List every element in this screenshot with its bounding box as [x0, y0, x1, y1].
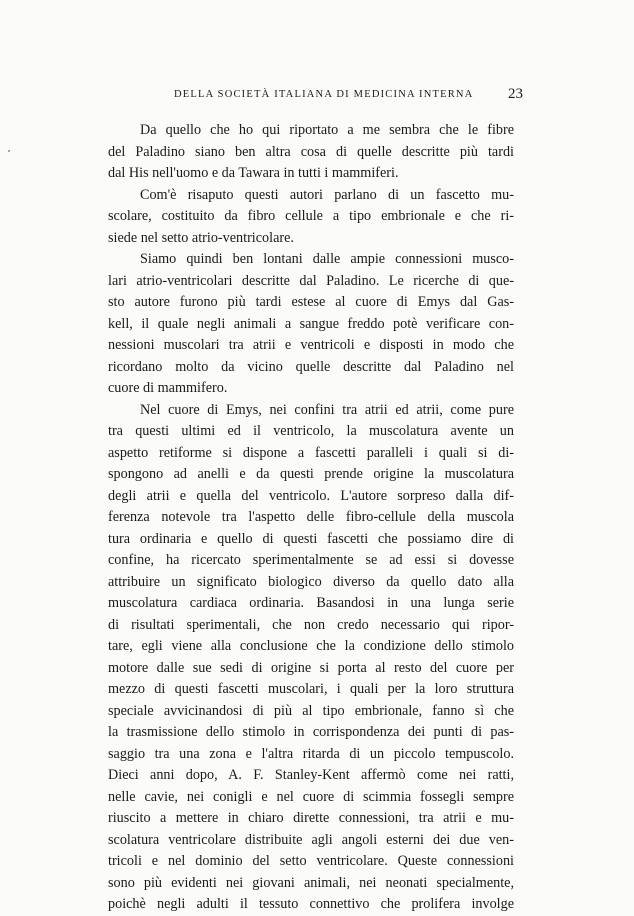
- text-line: nelle cavie, nei conigli e nel cuore di scimmia fossegli sempre: [108, 788, 514, 805]
- text-line: ricordano molto da vicino quelle descritte dal Paladino nel: [108, 358, 514, 375]
- text-line: siede nel setto atrio-ventricolare.: [108, 229, 294, 246]
- text-line: scolatura ventricolare distribuite agli angoli esterni dei due ven-: [108, 831, 514, 848]
- text-line: lari atrio-ventricolari descritte dal Paladino. Le ricerche di que-: [108, 272, 514, 289]
- text-line: Siamo quindi ben lontani dalle ampie connessioni musco-: [140, 251, 514, 267]
- text-line: speciale avvicinandosi di più al tipo embrionale, fanno sì che: [108, 702, 514, 719]
- text-line: nessioni muscolari tra atrii e ventricoli e disposti in modo che: [108, 337, 514, 353]
- text-line: tura ordinaria e quello di questi fascetti che possiamo dire di: [108, 530, 514, 547]
- text-line: poichè negli adulti il tessuto connettivo che prolifera involge: [108, 896, 514, 912]
- text-line: saggio tra una zona e l'altra ritarda di un piccolo tempuscolo.: [108, 745, 514, 762]
- text-line: sto autore furono più tardi estese al cuore di Emys dal Gas-: [108, 294, 514, 310]
- text-line: Da quello che ho qui riportato a me sembra che le fibre: [140, 122, 514, 138]
- text-line: confine, ha ricercato sperimentalmente se ad essi si dovesse: [108, 552, 514, 568]
- text-line: dal His nell'uomo e da Tawara in tutti i mammiferi.: [108, 165, 399, 181]
- text-line: aspetto retiforme si dispone a fascetti paralleli i quali si di-: [108, 444, 514, 461]
- text-line: muscolatura cardiaca ordinaria. Basandosi in una lunga serie: [108, 595, 514, 611]
- text-line: sono più evidenti nei giovani animali, nei neonati specialmente,: [108, 874, 514, 891]
- text-line: riuscito a mettere in chiaro dirette connessioni, tra atrii e mu-: [108, 810, 514, 826]
- text-line: Nel cuore di Emys, nei confini tra atrii ed atrii, come pure: [140, 401, 514, 418]
- text-line: Com'è risaputo questi autori parlano di un fascetto mu-: [140, 186, 514, 203]
- text-line: kell, il quale negli animali a sangue freddo potè verificare con-: [108, 315, 514, 332]
- page-number: 23: [508, 86, 523, 102]
- text-line: mezzo di questi fascetti muscolari, i quali per la loro struttura: [108, 681, 514, 697]
- text-line: tricoli e nel dominio del setto ventricolare. Queste connessioni: [108, 853, 514, 869]
- text-line: spongono ad anelli e da questi prende origine la muscolatura: [108, 466, 514, 482]
- text-line: scolare, costituito da fibro cellule a tipo embrionale e che ri-: [108, 208, 514, 224]
- text-line: ferenza notevole tra l'aspetto delle fibro-cellule della muscola: [108, 509, 514, 525]
- text-line: di risultati sperimentali, che non credo necessario qui ripor-: [108, 616, 514, 633]
- text-line: tra questi ultimi ed il ventricolo, la muscolatura avente un: [108, 423, 514, 439]
- text-line: motore dalle sue sedi di origine si porta al resto del cuore per: [108, 659, 514, 676]
- text-line: del Paladino siano ben altra cosa di quelle descritte più tardi: [108, 143, 514, 160]
- scan-speck: [8, 150, 10, 152]
- text-line: attribuire un significato biologico diverso da quello dato alla: [108, 573, 514, 590]
- running-header: DELLA SOCIETÀ ITALIANA DI MEDICINA INTERNA: [174, 89, 474, 100]
- text-line: cuore di mammifero.: [108, 380, 228, 396]
- text-line: Dieci anni dopo, A. F. Stanley-Kent affermò come nei ratti,: [108, 767, 514, 783]
- text-line: degli atrii e quella del ventricolo. L'autore sorpreso dalla dif-: [108, 487, 514, 504]
- text-line: tare, egli viene alla conclusione che la condizione dello stimolo: [108, 638, 514, 654]
- body-text: [108, 120, 514, 912]
- text-line: la trasmissione dello stimolo in corrispondenza dei punti di pas-: [108, 724, 514, 740]
